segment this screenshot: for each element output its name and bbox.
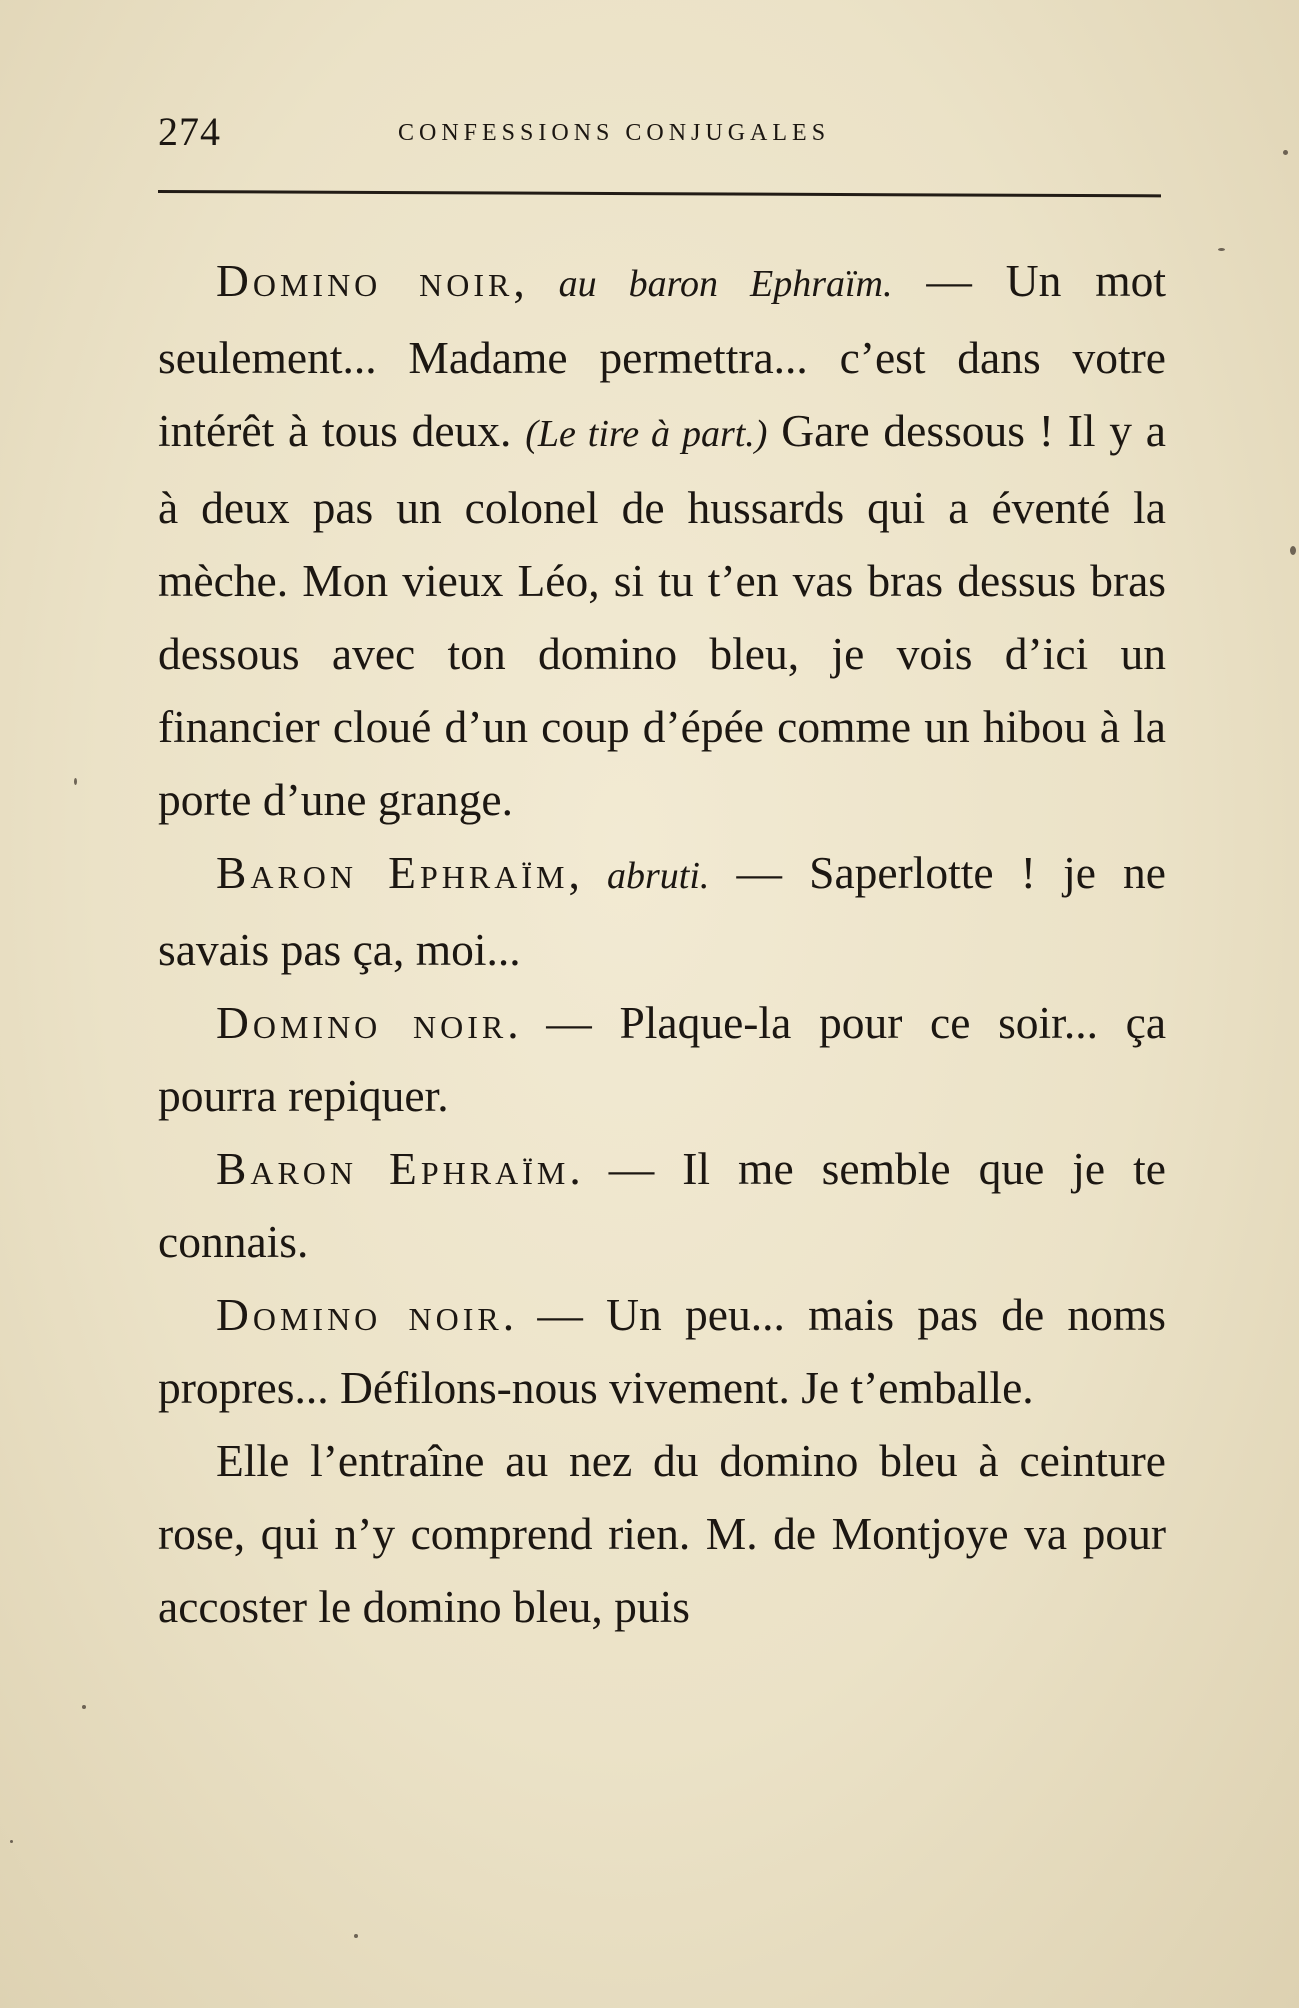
- paragraph: [158, 1132, 1166, 1278]
- dialogue-text: — Un mot seulement... Madame permettra... c’est dans votre intérêt à tous deux.: [158, 255, 1167, 456]
- speaker-separator: ,: [568, 847, 607, 898]
- dialogue-text: — Il me semble que je te connais.: [158, 1143, 1166, 1267]
- paper-speck: [354, 1934, 358, 1938]
- paper-speck: [82, 1705, 86, 1709]
- page-header: [158, 108, 1158, 168]
- paragraph: [158, 1424, 1166, 1643]
- paragraph: [158, 244, 1166, 836]
- speaker-name: Baron Ephraïm: [216, 1143, 570, 1194]
- dialogue-text: — Saperlotte ! je ne savais pas ça, moi...: [158, 847, 1166, 975]
- stage-direction: abruti.: [606, 855, 710, 897]
- paragraph: [158, 986, 1166, 1132]
- speaker-name: Domino noir: [216, 1289, 503, 1340]
- page-body: [158, 244, 1166, 1643]
- header-rule: [158, 190, 1161, 197]
- speaker-separator: .: [507, 997, 547, 1048]
- stage-direction: au baron Ephraïm.: [558, 263, 893, 305]
- page-number: 274: [158, 109, 221, 154]
- speaker-name: Domino noir: [216, 997, 508, 1048]
- speaker-name: Domino noir: [216, 255, 514, 306]
- paper-speck: [10, 1840, 13, 1843]
- speaker-separator: .: [569, 1143, 609, 1194]
- stage-aside: (Le tire à part.): [525, 413, 768, 455]
- paragraph: [158, 836, 1166, 986]
- paper-speck: [1283, 150, 1288, 155]
- paragraph: [158, 1278, 1166, 1424]
- narrative-text: Elle l’entraîne au nez du domino bleu à ceinture rose, qui n’y comprend rien. M. de Montjoye va pour accoster le domino bleu, puis: [158, 1435, 1166, 1632]
- dialogue-text: Gare dessous ! Il y a à deux pas un colonel de hussards qui a éventé la mèche. Mon vieux Léo, si tu t’en vas bras dessus bras dessous avec ton domino bleu, je vois d’ici un financier cloué d’un coup d’épée comme un hibou à la porte d’une grange.: [158, 405, 1166, 825]
- paper-speck: [1290, 546, 1296, 555]
- dialogue-text: — Plaque-la pour ce soir... ça pourra repiquer.: [158, 997, 1167, 1121]
- running-title: CONFESSIONS CONJUGALES: [398, 120, 831, 146]
- dialogue-text: — Un peu... mais pas de noms propres... Défilons-nous vivement. Je t’emballe.: [158, 1289, 1167, 1413]
- paper-speck: [74, 778, 77, 785]
- speaker-separator: ,: [513, 255, 559, 306]
- speaker-name: Baron Ephraïm: [216, 847, 569, 898]
- paper-speck: [1218, 248, 1225, 251]
- speaker-separator: .: [502, 1289, 538, 1340]
